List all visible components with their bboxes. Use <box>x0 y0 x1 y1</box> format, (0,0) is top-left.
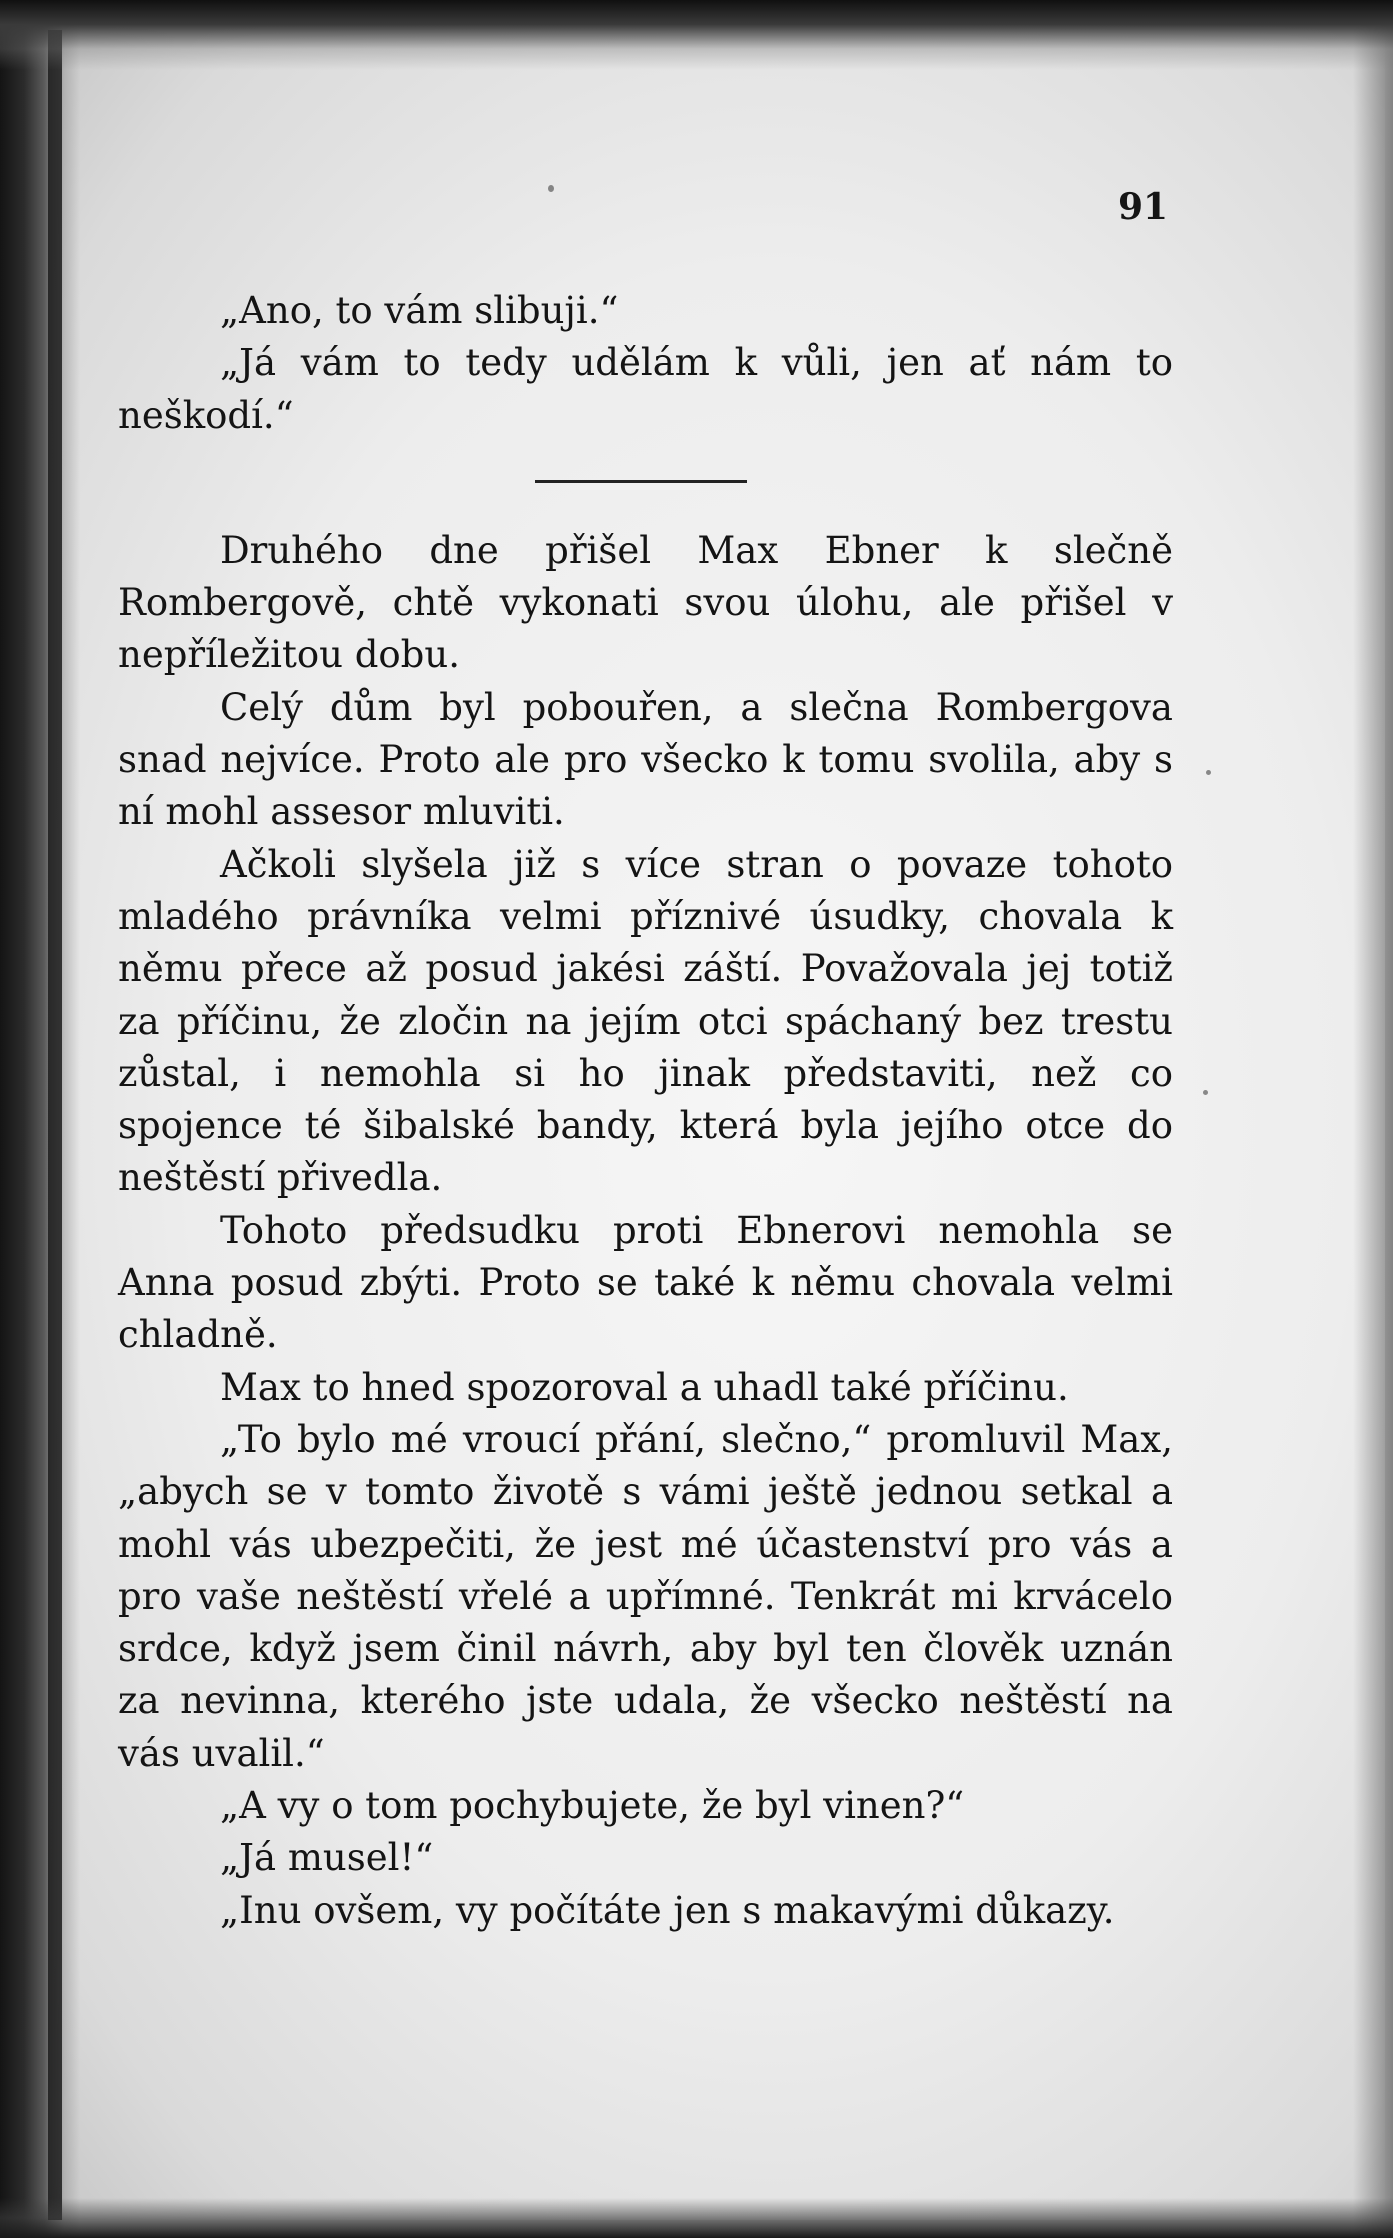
bottom-edge-shadow <box>0 2198 1393 2238</box>
right-edge-shadow <box>1353 0 1393 2238</box>
paragraph: Tohoto předsudku proti Ebnerovi nemohla se Anna posud zbýti. Proto se také k němu chovala velmi chladně. <box>118 1208 1173 1357</box>
paragraph: Max to hned spozoroval a uhadl také příčinu. <box>220 1365 1069 1409</box>
paragraph: „Já vám to tedy udělám k vůli, jen ať nám to neškodí.“ <box>118 341 1173 437</box>
page-number: 91 <box>1118 186 1169 228</box>
paragraph: „Já musel!“ <box>220 1836 434 1880</box>
body-text <box>118 285 1173 1937</box>
dust-speck <box>1203 1090 1208 1095</box>
paragraph: Ačkoli slyšela již s více stran o povaze tohoto mladého právníka velmi příznivé úsudky, chovala k němu přece až posud jakési záští. Považovala jej totiž za příčinu, že zločin na jejím otci spáchaný bez trestu zůstal, i nemohla si ho jinak představiti, než co spojence té šibalské bandy, která byla jejího otce do neštěstí přivedla. <box>118 842 1173 1200</box>
paragraph: Celý dům byl pobouřen, a slečna Rombergova snad nejvíce. Proto ale pro všecko k tomu svolila, aby s ní mohl assesor mluviti. <box>118 685 1173 834</box>
book-spine-shadow <box>0 0 80 2238</box>
paragraph: Druhého dne přišel Max Ebner k slečně Rombergově, chtě vykonati svou úlohu, ale přišel v nepříležitou dobu. <box>118 528 1173 677</box>
binding-strip <box>48 30 62 2220</box>
dust-speck <box>1206 770 1211 775</box>
dust-speck <box>548 185 554 192</box>
section-separator-rule <box>535 480 747 483</box>
paragraph: „A vy o tom pochybujete, že byl vinen?“ <box>220 1784 965 1828</box>
top-edge-shadow <box>0 0 1393 70</box>
paragraph: „Inu ovšem, vy počítáte jen s makavými důkazy. <box>220 1888 1115 1932</box>
paragraph: „To bylo mé vroucí přání, slečno,“ promluvil Max, „abych se v tomto životě s vámi ještě jednou setkal a mohl vás ubezpečiti, že jest mé účastenství pro vás a pro vaše neštěstí vřelé a upřímné. Tenkrát mi krvácelo srdce, když jsem činil návrh, aby byl ten člověk uznán za nevinna, kterého jste udala, že všecko neštěstí na vás uvalil.“ <box>118 1417 1173 1775</box>
paragraph: „Ano, to vám slibuji.“ <box>220 289 619 332</box>
